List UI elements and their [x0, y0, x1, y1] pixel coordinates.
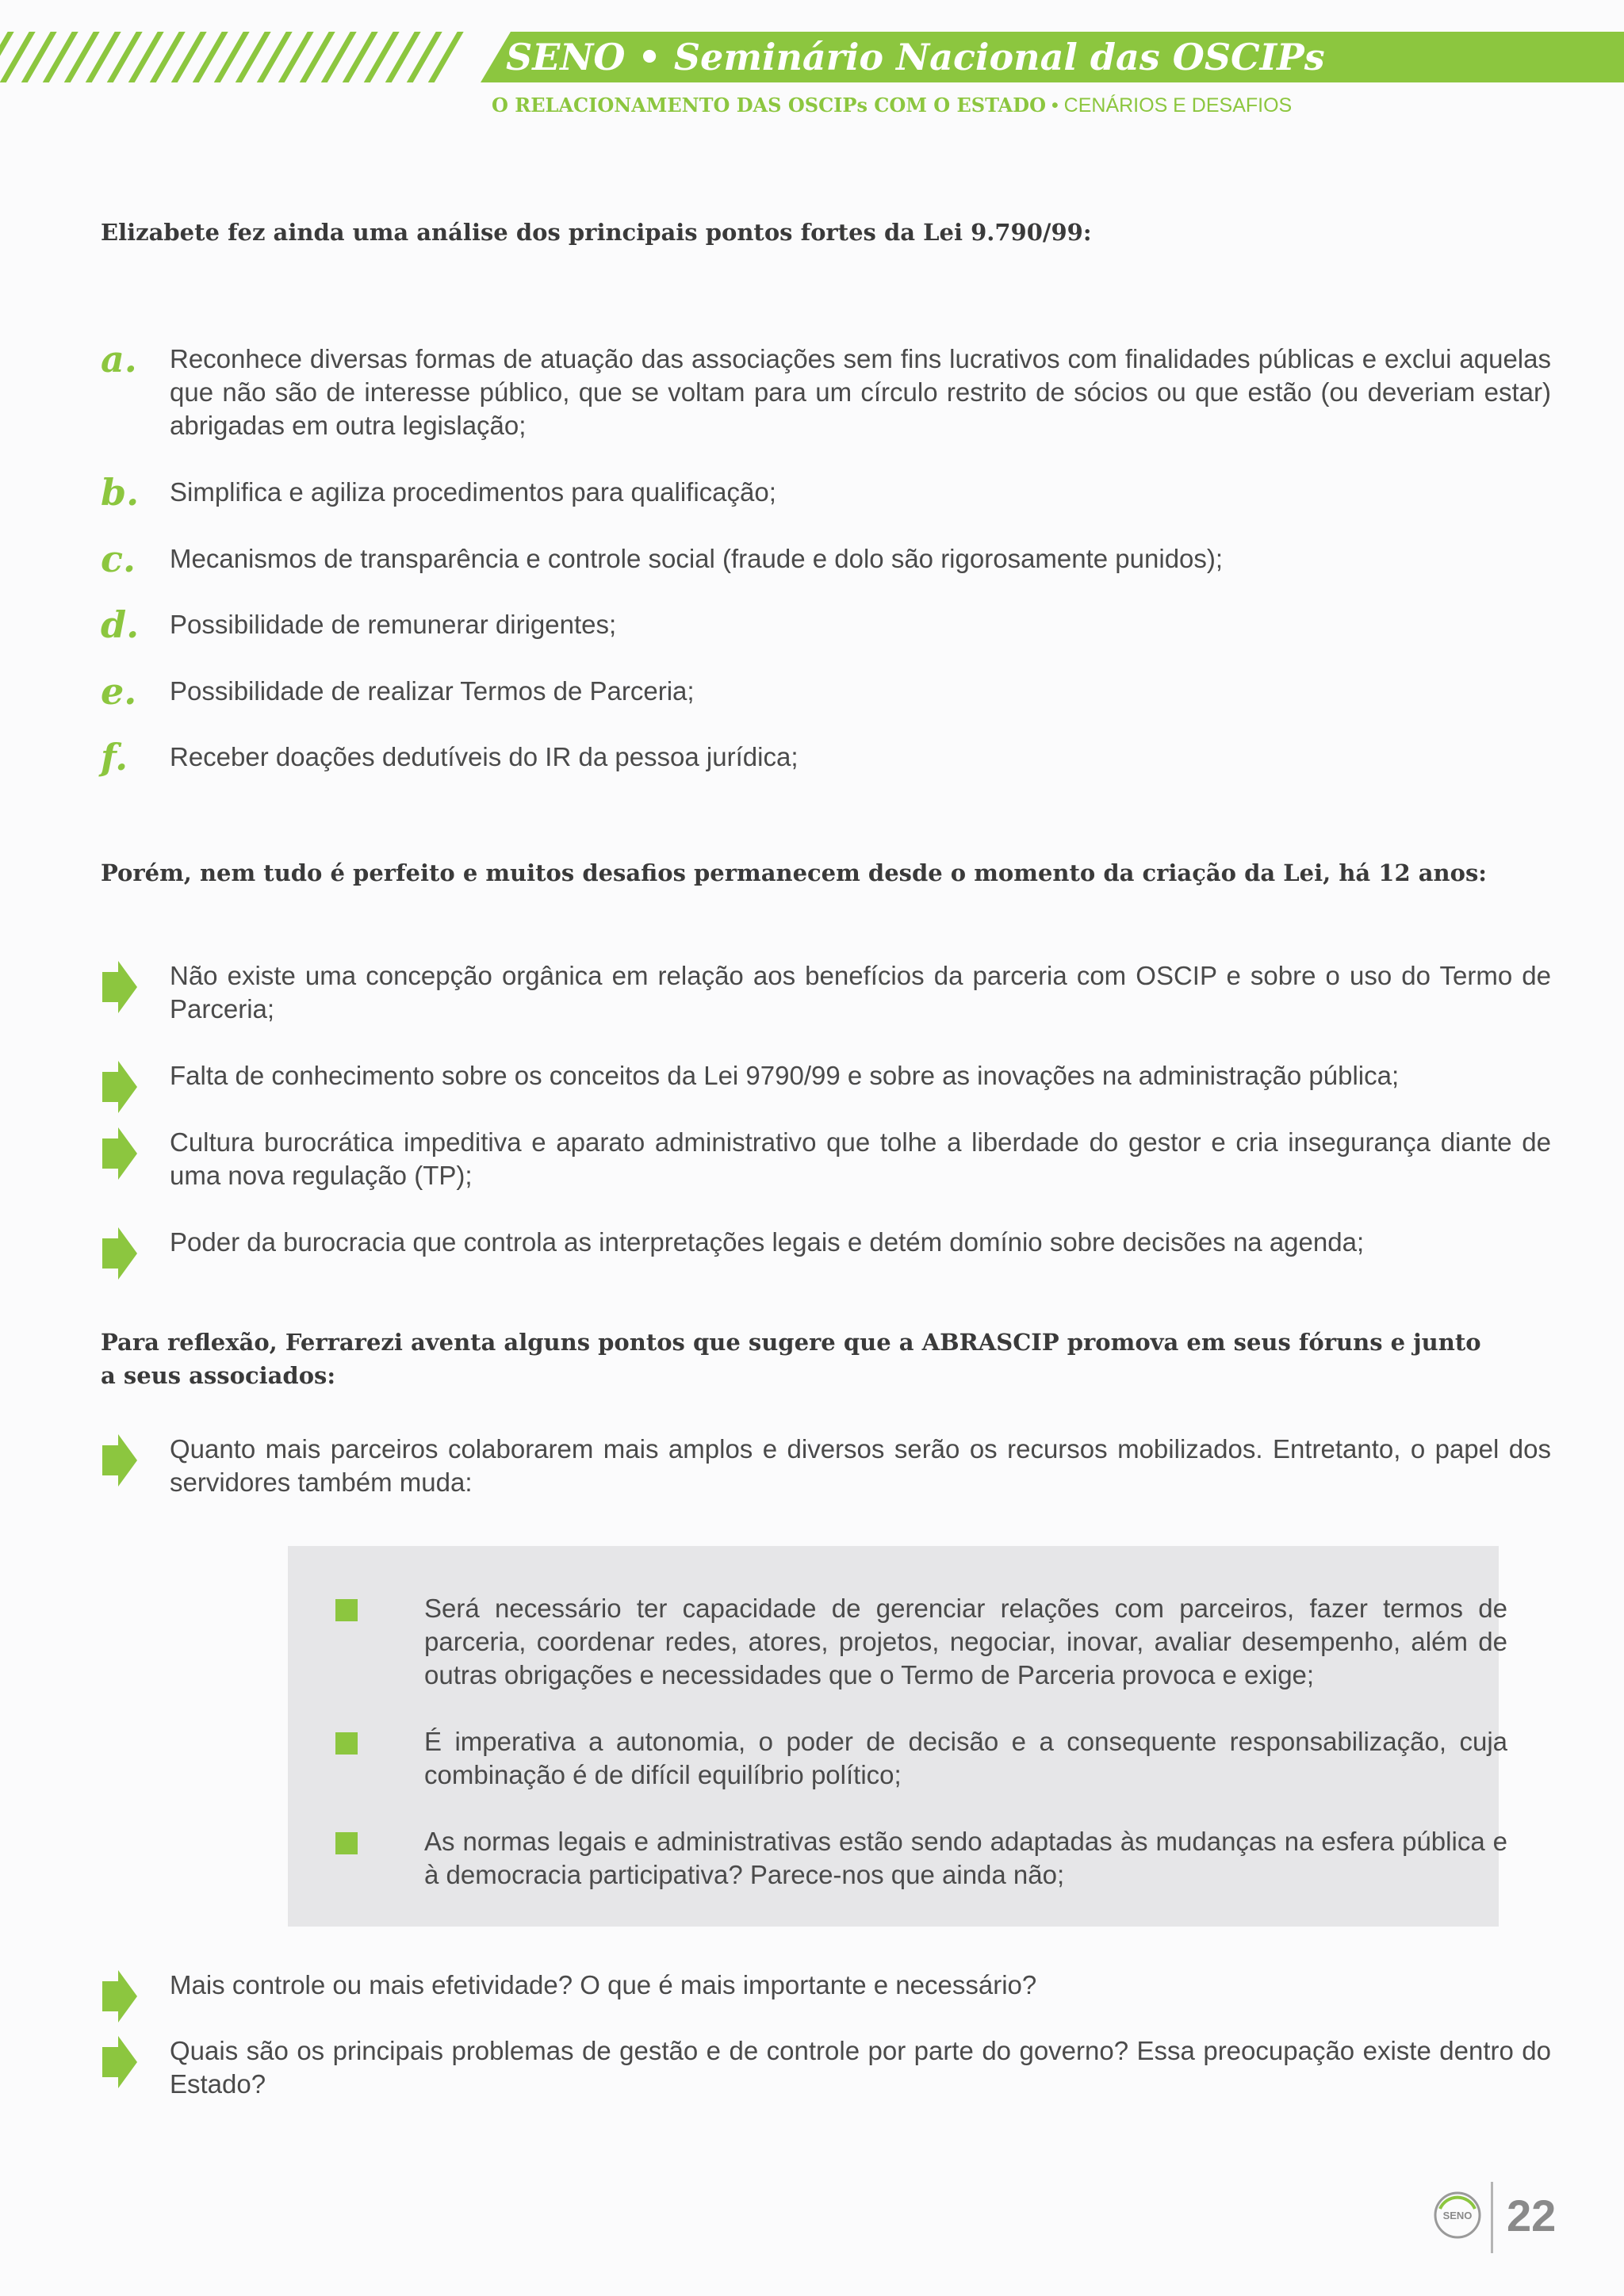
green-arrow-icon: [102, 1434, 137, 1487]
box-item-text: As normas legais e administrativas estão sendo adaptadas às mudanças na esfera pública e à democracia participativa? Parece-nos que ainda não;: [424, 1827, 1507, 1889]
list-item-text: Não existe uma concepção orgânica em relação aos benefícios da parceria com OSCIP e sobre o uso do Termo de Parceria;: [170, 961, 1551, 1024]
box-item-text: É imperativa a autonomia, o poder de decisão e a consequente responsabilização, cuja combinação é de difícil equilíbrio político;: [424, 1727, 1507, 1789]
footer-divider: [1491, 2182, 1493, 2253]
list-marker-letter: b.: [101, 471, 140, 514]
green-square-bullet-icon: [335, 1732, 358, 1755]
green-square-bullet-icon: [335, 1599, 358, 1621]
seno-logo-icon: [1432, 2190, 1483, 2241]
green-arrow-icon: [102, 1227, 137, 1280]
list-marker-letter: f.: [101, 736, 128, 779]
svg-text:SENO: SENO: [1442, 2210, 1473, 2221]
page-number: 22: [1507, 2191, 1557, 2241]
list-item-text: Poder da burocracia que controla as interpretações legais e detém domínio sobre decisões na agenda;: [170, 1227, 1365, 1257]
list-item-text: Simplifica e agiliza procedimentos para qualificação;: [170, 477, 776, 507]
list-item-text: Cultura burocrática impeditiva e aparato administrativo que tolhe a liberdade do gestor e cria insegurança diante de uma nova regulação (TP);: [170, 1127, 1551, 1190]
box-item-text: Será necessário ter capacidade de gerenciar relações com parceiros, fazer termos de parceria, coordenar redes, atores, projetos, negociar, inovar, avaliar desempenho, além de outras obrigações e necessidades que o Termo de Parceria provoca e exige;: [424, 1594, 1507, 1689]
list-item-text: Quanto mais parceiros colaborarem mais amplos e diversos serão os recursos mobilizados. Entretanto, o papel dos servidores também muda:: [170, 1434, 1551, 1497]
list-item-text: Reconhece diversas formas de atuação das associações sem fins lucrativos com finalidades públicas e exclui aquelas que não são de interesse público, que se voltam para um círculo restrito de sócios ou que estão (ou deveriam estar) abrigadas em outra legislação;: [170, 344, 1551, 440]
list-marker-letter: c.: [101, 538, 136, 580]
header-title: SENO • Seminário Nacional das OSCIPs: [506, 36, 1325, 78]
green-arrow-icon: [102, 1061, 137, 1113]
green-arrow-icon: [102, 961, 137, 1013]
section3-heading: Para reflexão, Ferrarezi aventa alguns pontos que sugere que a ABRASCIP promova em seus fóruns e junto a seus associados:: [101, 1329, 1481, 1389]
section1-heading: Elizabete fez ainda uma análise dos principais pontos fortes da Lei 9.790/99:: [101, 219, 1092, 246]
section2-heading: Porém, nem tudo é perfeito e muitos desafios permanecem desde o momento da criação da Lei, há 12 anos:: [101, 859, 1488, 886]
green-arrow-icon: [102, 1970, 137, 2022]
list-marker-letter: e.: [101, 670, 137, 713]
header-stripes-decoration: [0, 32, 476, 82]
green-arrow-icon: [102, 1127, 137, 1180]
list-item-text: Mecanismos de transparência e controle social (fraude e dolo são rigorosamente punidos);: [170, 544, 1224, 573]
green-square-bullet-icon: [335, 1832, 358, 1854]
highlight-box: [288, 1546, 1507, 1927]
list-marker-letter: a.: [101, 338, 137, 381]
list-item-text: Quais são os principais problemas de gestão e de controle por parte do governo? Essa preocupação existe dentro do Estado?: [170, 2036, 1551, 2099]
list-item-text: Mais controle ou mais efetividade? O que é mais importante e necessário?: [170, 1970, 1037, 1999]
header-subtitle: [492, 94, 1292, 117]
list-item-text: Possibilidade de remunerar dirigentes;: [170, 610, 617, 639]
subtitle-strong: O RELACIONAMENTO DAS OSCIPs COM O ESTADO: [492, 94, 1047, 117]
green-arrow-icon: [102, 2036, 137, 2088]
list-item-text: Falta de conhecimento sobre os conceitos da Lei 9790/99 e sobre as inovações na administração pública;: [170, 1061, 1400, 1090]
list-item-text: Possibilidade de realizar Termos de Parceria;: [170, 676, 695, 706]
subtitle-light: • CENÁRIOS E DESAFIOS: [1046, 94, 1293, 117]
list-item-text: Receber doações dedutíveis do IR da pessoa jurídica;: [170, 742, 799, 771]
page-header: [0, 32, 1624, 82]
list-marker-letter: d.: [101, 603, 140, 646]
